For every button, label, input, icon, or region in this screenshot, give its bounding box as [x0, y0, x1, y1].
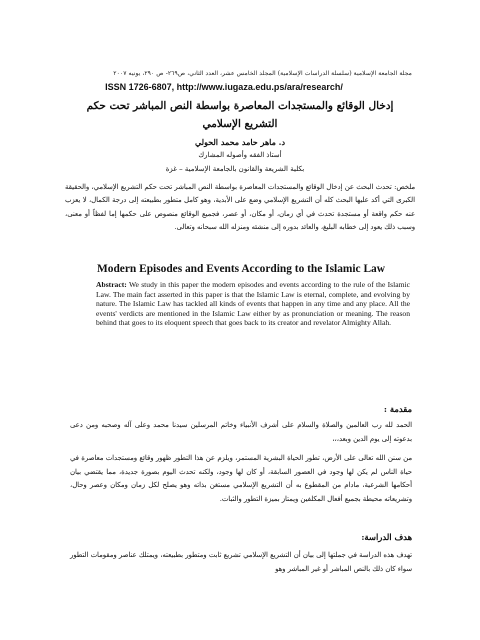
english-abstract: [96, 280, 410, 328]
abstract-text: We study in this paper the modern episodes and events according to the rule of the Islamic Law. The main fact asserted in this paper is that the Islamic Law is eternal, complete, and evolving by nature. The Islamic Law has tackled all kinds of events that happen in any time and any place. All the events' verdicts are mentioned in the Islamic Law either by as pronunciation or meaning. The reason behind that goes to its eloquent speech that goes back to its creator and revelator Almighty Allah.: [96, 280, 410, 328]
introduction-heading: مقدمة :: [383, 404, 412, 414]
study-aim-heading: هدف الدراسة:: [361, 532, 412, 542]
arabic-abstract: ملخص: تحدث البحث عن إدخال الوقائع والمستجدات المعاصرة بواسطة النص المباشر تحت حكم التشريع الإسلامي، والحقيقة الكبرى التي أكد عليها البحث كله أن التشريع الإسلامي وضع على الأبدية، وهو كامل متطور بطبيعته إلى درجة الكمال، لا يعزب عنه حكم واقعة أو مستجدة تحدث في أي زمان، أو مكان، أو عصر، فجميع الوقائع منصوص على حكمها إما لفظاً أو معنى، وسبب ذلك يعود إلى خطابه البليغ، والعائد بدوره إلى منشئه ومنزله الله سبحانه وتعالى.: [65, 183, 415, 231]
author-name: د. ماهر حامد محمد الحولي: [194, 137, 286, 147]
arabic-title: إدخال الوقائع والمستجدات المعاصرة بواسطة النص المباشر تحت حكم التشريع الإسلامي: [86, 100, 394, 130]
issn-line: ISSN 1726-6807, http://www.iugaza.edu.ps/ara/research/: [105, 82, 343, 92]
study-aim-paragraph: تهدف هذه الدراسة في جملتها إلى بيان أن التشريع الإسلامي تشريع ثابت ومتطور بطبيعته، ويمتلك عناصر ومقومات التطور سواء كان ذلك بالنص المباشر أو غير المباشر وهو: [70, 551, 412, 573]
author-position: أستاذ الفقه وأصوله المشارك: [198, 151, 282, 159]
introduction-paragraph-2: من سنن الله تعالى على الأرض، تطور الحياة البشرية المستمر، ويلزم عن هذا التطور ظهور وقائع ومستجدات معاصرة في حياة الناس لم يكن لها وجود في العصور السابقة، أو كان لها وجود، ولكنه تحدث اليوم بصورة جديدة، مما يقتضي بيان أحكامها الشرعية، مادام من المقطوع به أن التشريع الإسلامي مستغن بذاته وهو يصلح لكل زمان ومكان وعصر وحال، وتشريعاته محيطة بجميع أفعال المكلفين ويمتاز بميزة التطور والثبات.: [70, 454, 412, 503]
author-affiliation: بكلية الشريعة والقانون بالجامعة الإسلامية – غزة: [165, 165, 305, 173]
english-title: Modern Episodes and Events According to the Islamic Law: [97, 263, 385, 275]
introduction-paragraph-1: الحمد لله رب العالمين والصلاة والسلام على أشرف الأنبياء وخاتم المرسلين سيدنا محمد وعلى آله وصحبه ومن دعى بدعوته إلى يوم الدين وبعد،،،: [70, 421, 412, 443]
journal-header: مجلة الجامعة الإسلامية (سلسلة الدراسات الإسلامية) المجلد الخامس عشر، العدد الثاني، ص٢٦٩- ص ٢٩٠، يونيه ٢٠٠٧: [113, 70, 412, 77]
abstract-label: Abstract:: [96, 280, 127, 289]
